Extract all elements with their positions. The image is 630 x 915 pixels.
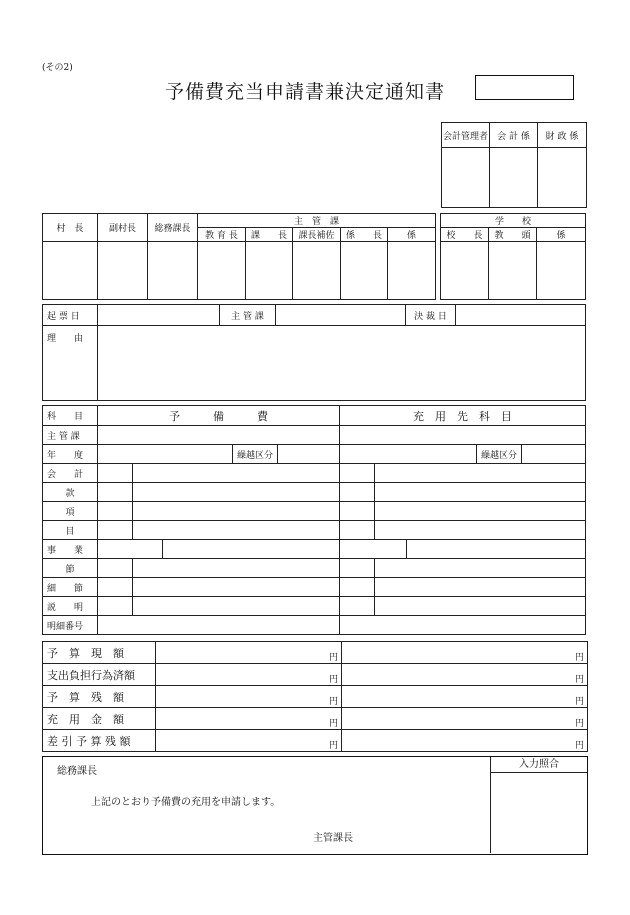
vice-mayor-header: 副村長 <box>98 214 148 242</box>
carryover-label: 繰越区分 <box>233 445 278 464</box>
name-cell[interactable] <box>375 578 586 597</box>
reserve-amount-field[interactable]: 円 <box>156 686 342 708</box>
budget-current-label: 予 算 現 額 <box>43 642 156 664</box>
saimoku-label: 細 節 <box>43 578 98 597</box>
name-cell[interactable] <box>133 597 340 616</box>
reserve-amount-field[interactable]: 円 <box>156 730 342 752</box>
destination-carryover-field[interactable] <box>522 445 586 464</box>
code-cell[interactable] <box>340 483 375 502</box>
destination-amount-field[interactable]: 円 <box>342 730 588 752</box>
stamp-cell[interactable] <box>538 148 587 208</box>
stamp-cell[interactable] <box>98 242 148 300</box>
destination-amount-field[interactable]: 円 <box>342 642 588 664</box>
code-cell[interactable] <box>98 597 133 616</box>
reserve-amount-field[interactable]: 円 <box>156 708 342 730</box>
reserve-amount-field[interactable]: 円 <box>156 642 342 664</box>
name-cell[interactable] <box>375 483 586 502</box>
dept-group-header: 主 管 課 <box>198 214 436 228</box>
name-cell[interactable] <box>133 521 340 540</box>
reserve-dept-field[interactable] <box>98 426 340 445</box>
code-cell[interactable] <box>340 597 375 616</box>
draft-date-label: 起 票 日 <box>43 305 98 326</box>
code-cell[interactable] <box>98 464 133 483</box>
approval-table-school <box>440 213 586 300</box>
approval-table-finance <box>441 122 587 208</box>
destination-amount-field[interactable]: 円 <box>342 686 588 708</box>
name-cell[interactable] <box>133 559 340 578</box>
mayor-header: 村 長 <box>43 214 98 242</box>
destination-dept-field[interactable] <box>340 426 586 445</box>
general-affairs-header: 総務課長 <box>148 214 198 242</box>
appropriation-amount-label: 充 用 金 額 <box>43 708 156 730</box>
encumbered-label: 支出負担行為済額 <box>43 664 156 686</box>
project-label: 事 業 <box>43 540 98 559</box>
explanation-label: 説 明 <box>43 597 98 616</box>
stamp-cell[interactable] <box>246 242 293 300</box>
dept-head-label: 主管課長 <box>313 833 353 844</box>
form-title: 予備費充当申請書兼決定通知書 <box>165 81 446 103</box>
reserve-carryover-field[interactable] <box>278 445 340 464</box>
name-cell[interactable] <box>163 540 340 559</box>
dept-row-label: 主 管 課 <box>43 426 98 445</box>
form-note: (その2) <box>42 63 73 73</box>
net-remaining-label: 差 引 予 算 残 額 <box>43 730 156 752</box>
detail-no-label: 明細番号 <box>43 616 98 635</box>
reserve-year-field[interactable] <box>98 445 233 464</box>
form-number-box[interactable] <box>475 75 574 100</box>
decision-date-field[interactable] <box>456 305 586 326</box>
name-cell[interactable] <box>375 502 586 521</box>
stamp-cell[interactable] <box>490 148 538 208</box>
subject-label: 科 目 <box>43 406 98 426</box>
approval-table-village <box>42 213 436 300</box>
destination-column-header: 充 用 先 科 目 <box>340 406 586 426</box>
school-col-header: 教 頭 <box>489 228 537 242</box>
stamp-cell[interactable] <box>441 242 489 300</box>
reason-field[interactable] <box>98 326 586 401</box>
code-cell[interactable] <box>98 540 163 559</box>
stamp-cell[interactable] <box>341 242 388 300</box>
decision-date-label: 決 裁 日 <box>406 305 456 326</box>
accounts-table <box>42 405 586 635</box>
destination-amount-field[interactable]: 円 <box>342 664 588 686</box>
draft-date-field[interactable] <box>98 305 220 326</box>
reserve-column-header: 予 備 費 <box>98 406 340 426</box>
amounts-table <box>42 641 588 752</box>
general-affairs-label: 総務課長 <box>57 766 97 777</box>
reason-label: 理 由 <box>43 326 98 401</box>
application-statement: 上記のとおり予備費の充用を申請します。 <box>91 797 281 808</box>
approval-header: 会計管理者 <box>442 123 490 148</box>
reserve-detail-no-field[interactable] <box>98 616 340 635</box>
stamp-cell[interactable] <box>442 148 490 208</box>
code-cell[interactable] <box>340 578 375 597</box>
budget-remaining-label: 予 算 残 額 <box>43 686 156 708</box>
dept-label: 主 管 課 <box>220 305 276 326</box>
dept-col-header: 課長補佐 <box>293 228 341 242</box>
destination-year-field[interactable] <box>340 445 477 464</box>
name-cell[interactable] <box>407 540 586 559</box>
stamp-cell[interactable] <box>388 242 436 300</box>
stamp-cell[interactable] <box>489 242 537 300</box>
destination-amount-field[interactable]: 円 <box>342 708 588 730</box>
school-group-header: 学 校 <box>441 214 586 228</box>
name-cell[interactable] <box>133 464 340 483</box>
code-cell[interactable] <box>340 540 407 559</box>
kou-label: 項 <box>43 502 98 521</box>
dept-col-header: 課 長 <box>246 228 293 242</box>
carryover-label: 繰越区分 <box>477 445 522 464</box>
code-cell[interactable] <box>340 502 375 521</box>
moku-label: 目 <box>43 521 98 540</box>
code-cell[interactable] <box>340 521 375 540</box>
approval-header: 会 計 係 <box>490 123 538 148</box>
kan-label: 款 <box>43 483 98 502</box>
name-cell[interactable] <box>375 464 586 483</box>
input-check-label: 入力照合 <box>491 757 587 773</box>
name-cell[interactable] <box>133 578 340 597</box>
dept-col-header: 係 長 <box>341 228 388 242</box>
code-cell[interactable] <box>98 559 133 578</box>
year-label: 年 度 <box>43 445 98 464</box>
setsu-label: 節 <box>43 559 98 578</box>
dept-field[interactable] <box>276 305 406 326</box>
code-cell[interactable] <box>340 559 375 578</box>
stamp-cell[interactable] <box>537 242 586 300</box>
stamp-cell[interactable] <box>198 242 246 300</box>
input-check-stamp-cell[interactable] <box>491 773 587 853</box>
approval-header: 財 政 係 <box>538 123 587 148</box>
name-cell[interactable] <box>133 502 340 521</box>
info-table <box>42 304 586 401</box>
code-cell[interactable] <box>98 578 133 597</box>
bottom-box <box>42 756 588 855</box>
code-cell[interactable] <box>98 521 133 540</box>
dept-col-header: 係 <box>388 228 436 242</box>
name-cell[interactable] <box>375 521 586 540</box>
school-col-header: 校 長 <box>441 228 489 242</box>
reserve-amount-field[interactable]: 円 <box>156 664 342 686</box>
name-cell[interactable] <box>133 483 340 502</box>
input-check-box <box>490 757 587 853</box>
account-label: 会 計 <box>43 464 98 483</box>
destination-detail-no-field[interactable] <box>340 616 586 635</box>
school-col-header: 係 <box>537 228 586 242</box>
code-cell[interactable] <box>340 464 375 483</box>
code-cell[interactable] <box>98 502 133 521</box>
stamp-cell[interactable] <box>293 242 341 300</box>
stamp-cell[interactable] <box>43 242 98 300</box>
name-cell[interactable] <box>375 559 586 578</box>
dept-col-header: 教 育 長 <box>198 228 246 242</box>
stamp-cell[interactable] <box>148 242 198 300</box>
code-cell[interactable] <box>98 483 133 502</box>
name-cell[interactable] <box>375 597 586 616</box>
